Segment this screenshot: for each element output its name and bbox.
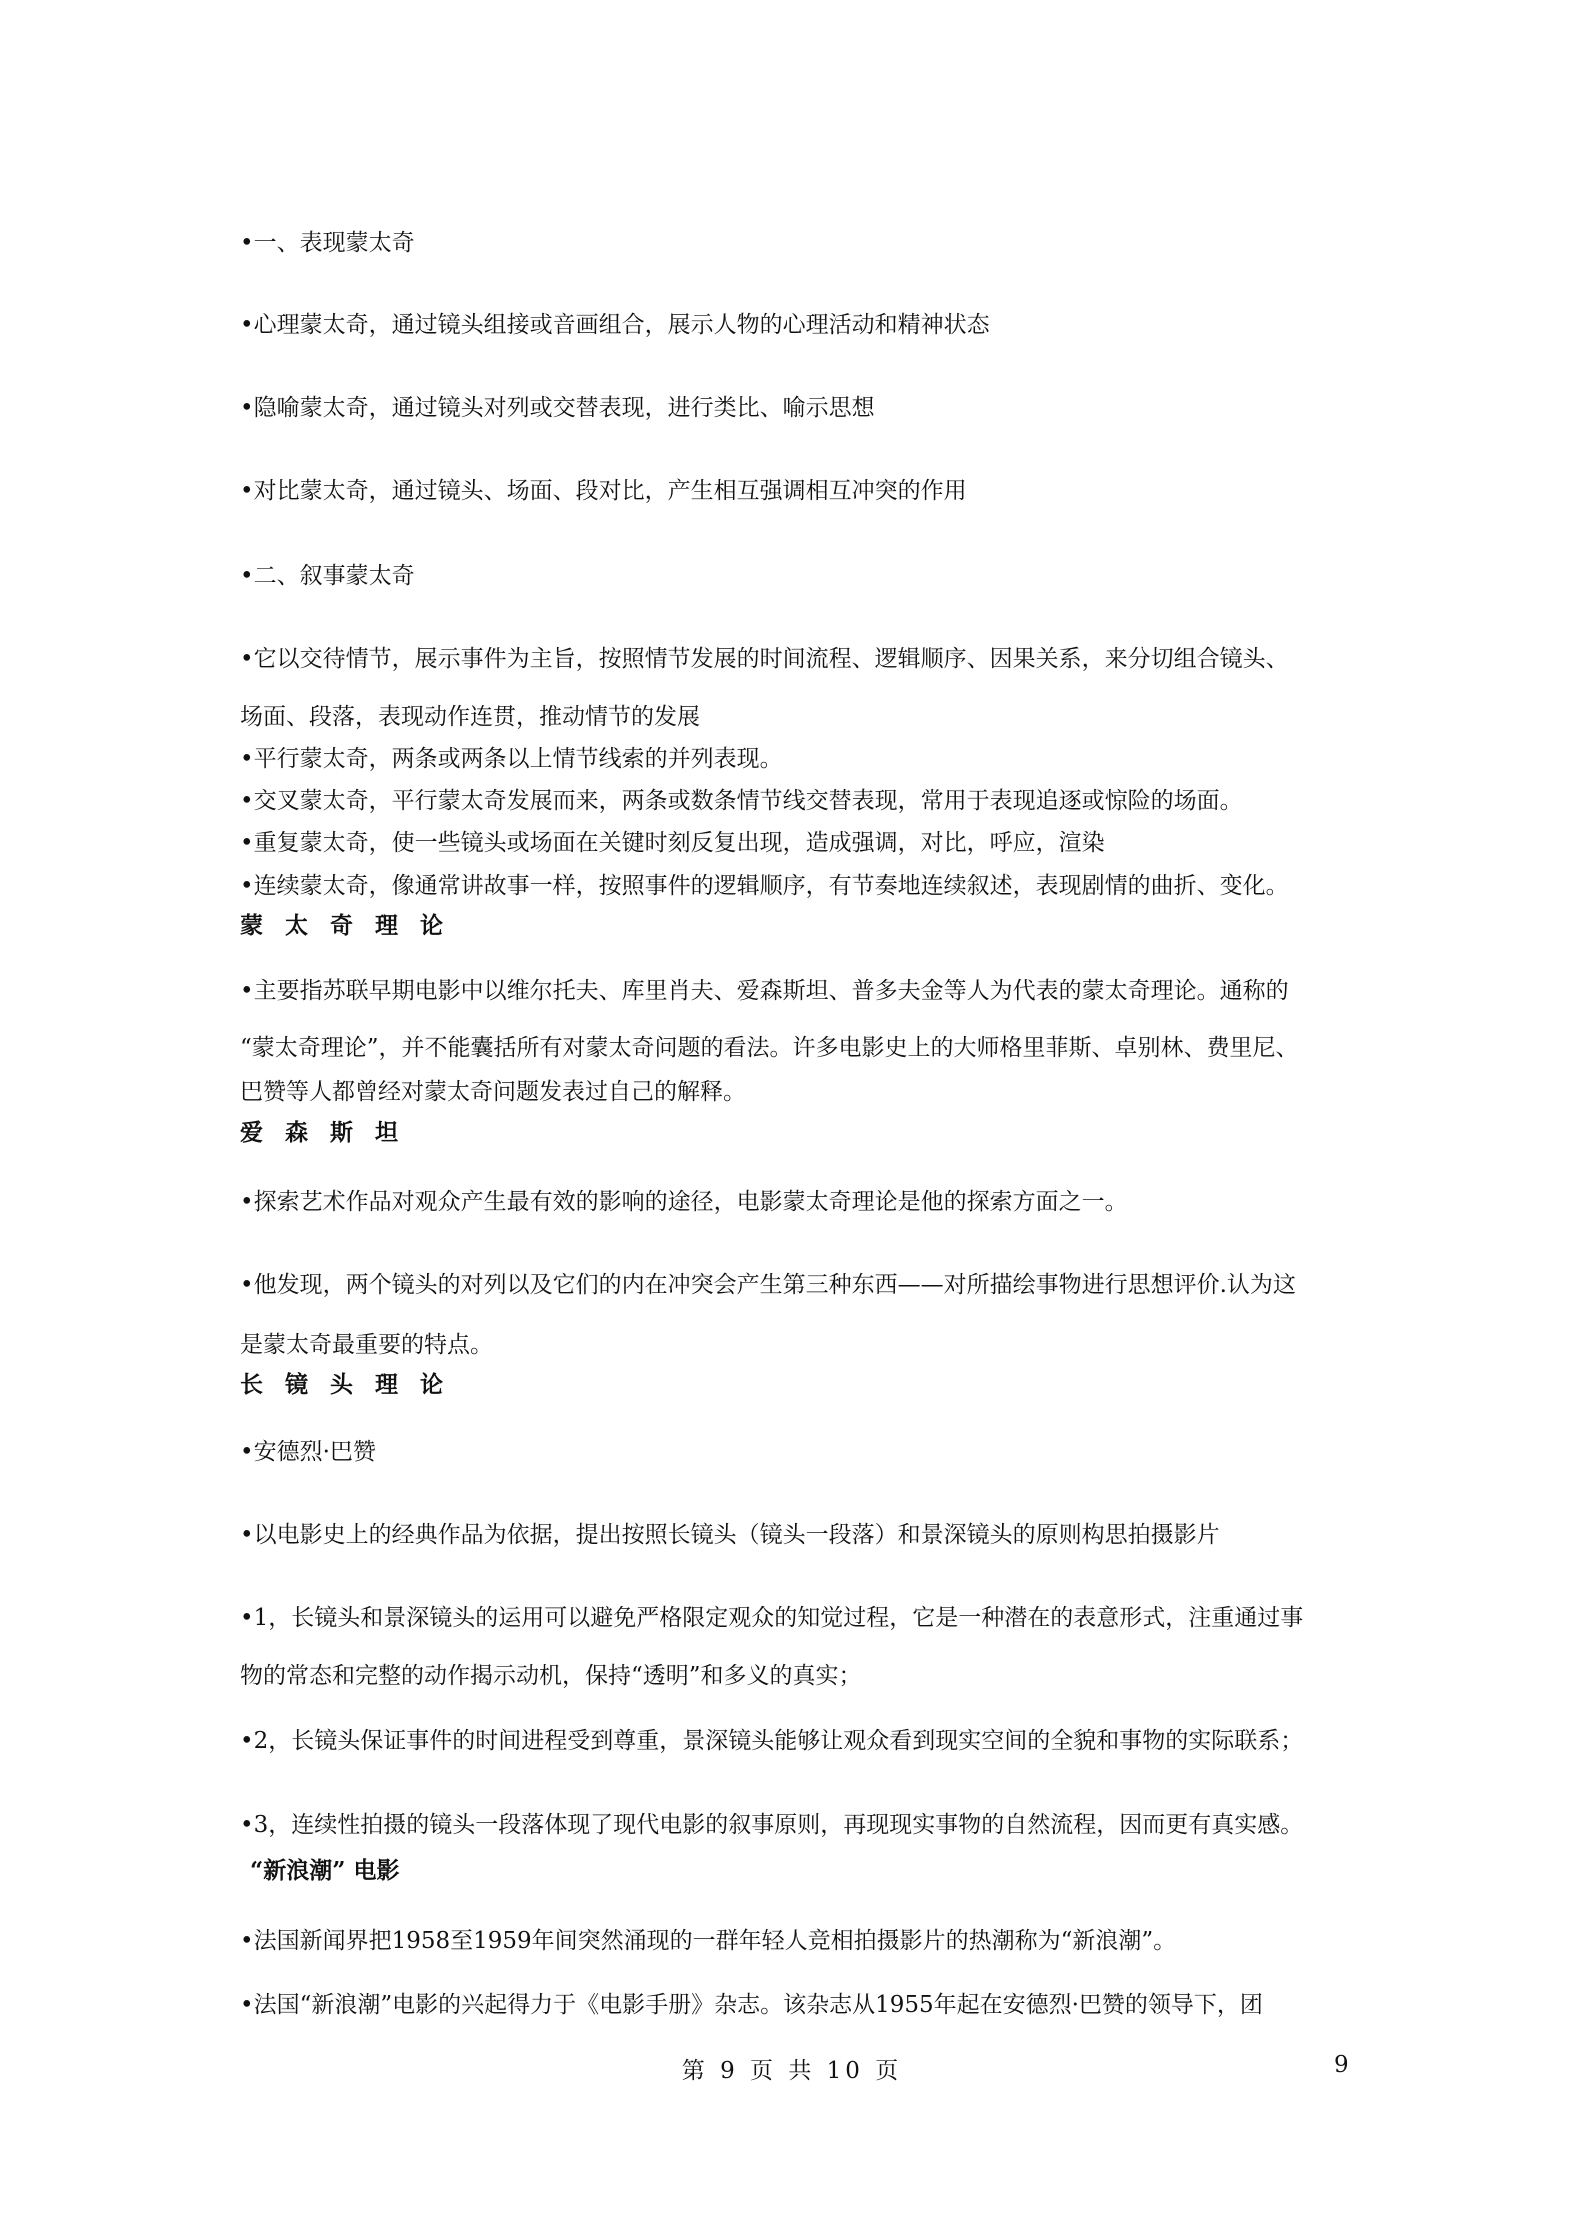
paragraph: 是蒙太奇最重要的特点。 xyxy=(240,1332,493,1358)
paragraph: •法国“新浪潮”电影的兴起得力于《电影手册》杂志。该杂志从1955年起在安德烈·巴赞的领导下，团 xyxy=(240,1992,1263,2018)
paragraph: •心理蒙太奇，通过镜头组接或音画组合，展示人物的心理活动和精神状态 xyxy=(240,312,990,338)
paragraph: •以电影史上的经典作品为依据，提出按照长镜头（镜头一段落）和景深镜头的原则构思拍摄影片 xyxy=(240,1522,1220,1548)
paragraph: •主要指苏联早期电影中以维尔托夫、库里肖夫、爱森斯坦、普多夫金等人为代表的蒙太奇理论。通称的 xyxy=(240,978,1289,1004)
paragraph: •对比蒙太奇，通过镜头、场面、段对比，产生相互强调相互冲突的作用 xyxy=(240,478,967,504)
section-heading: •二、叙事蒙太奇 xyxy=(240,563,415,589)
paragraph: •探索艺术作品对观众产生最有效的影响的途径，电影蒙太奇理论是他的探索方面之一。 xyxy=(240,1189,1128,1215)
paragraph: •平行蒙太奇，两条或两条以上情节线索的并列表现。 xyxy=(240,746,783,772)
section-heading: •一、表现蒙太奇 xyxy=(240,230,415,256)
paragraph: 巴赞等人都曾经对蒙太奇问题发表过自己的解释。 xyxy=(240,1079,746,1105)
paragraph: •交叉蒙太奇，平行蒙太奇发展而来，两条或数条情节线交替表现，常用于表现追逐或惊险的场面。 xyxy=(240,788,1243,814)
paragraph: •他发现，两个镜头的对列以及它们的内在冲突会产生第三种东西——对所描绘事物进行思想评价.认为这 xyxy=(240,1272,1296,1298)
paragraph: •连续蒙太奇，像通常讲故事一样，按照事件的逻辑顺序，有节奏地连续叙述，表现剧情的曲折、变化。 xyxy=(240,873,1289,899)
subheading: 蒙太奇理论 xyxy=(240,912,465,939)
subheading: 长镜头理论 xyxy=(240,1371,465,1398)
page-number: 9 xyxy=(1334,2052,1349,2078)
subheading: “新浪潮” 电影 xyxy=(250,1857,400,1884)
paragraph: •隐喻蒙太奇，通过镜头对列或交替表现，进行类比、喻示思想 xyxy=(240,395,875,421)
paragraph: •重复蒙太奇，使一些镜头或场面在关键时刻反复出现，造成强调，对比，呼应，渲染 xyxy=(240,830,1105,856)
subheading: 爱森斯坦 xyxy=(240,1119,420,1146)
paragraph: •它以交待情节，展示事件为主旨，按照情节发展的时间流程、逻辑顺序、因果关系，来分切组合镜头、 xyxy=(240,646,1289,672)
paragraph: •2，长镜头保证事件的时间进程受到尊重，景深镜头能够让观众看到现实空间的全貌和事物的实际联系； xyxy=(240,1728,1304,1754)
paragraph: •3，连续性拍摄的镜头一段落体现了现代电影的叙事原则，再现现实事物的自然流程，因而更有真实感。 xyxy=(240,1812,1304,1838)
paragraph: •1，长镜头和景深镜头的运用可以避免严格限定观众的知觉过程，它是一种潜在的表意形式，注重通过事 xyxy=(240,1605,1304,1631)
page-footer-label: 第 9 页 共 10 页 xyxy=(681,2058,903,2084)
paragraph: 场面、段落，表现动作连贯，推动情节的发展 xyxy=(240,704,700,730)
paragraph: •法国新闻界把1958至1959年间突然涌现的一群年轻人竞相拍摄影片的热潮称为“新浪潮”。 xyxy=(240,1928,1177,1954)
paragraph: 物的常态和完整的动作揭示动机，保持“透明”和多义的真实； xyxy=(240,1663,862,1689)
paragraph: “蒙太奇理论”，并不能囊括所有对蒙太奇问题的看法。许多电影史上的大师格里菲斯、卓别林、费里尼、 xyxy=(240,1035,1299,1061)
paragraph: •安德烈·巴赞 xyxy=(240,1439,376,1465)
